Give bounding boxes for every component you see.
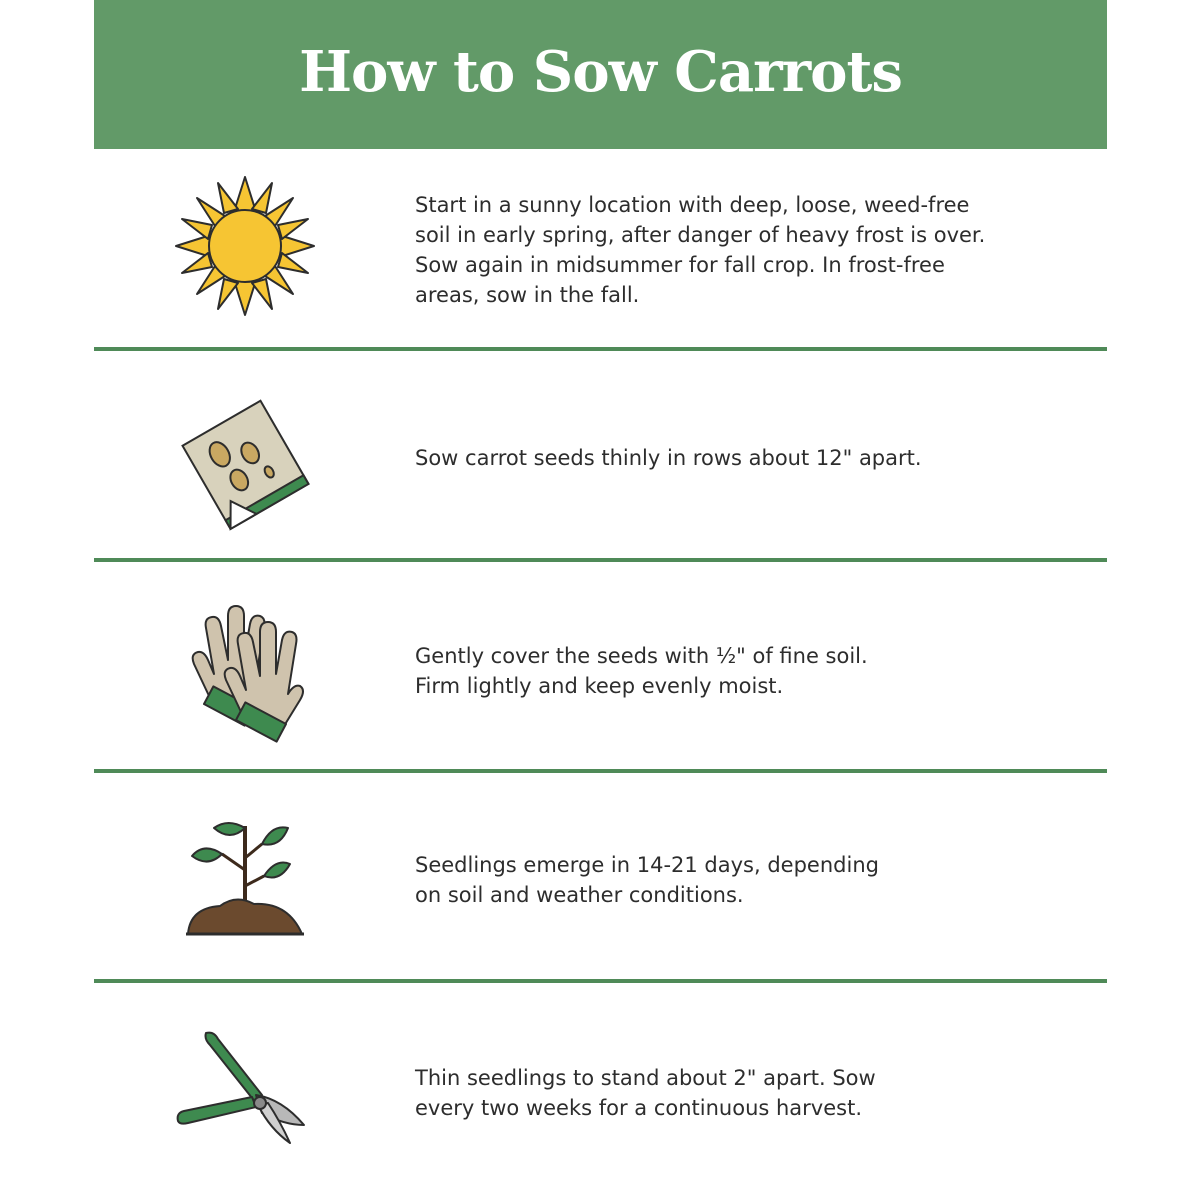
sun-icon	[170, 171, 320, 321]
page-title: How to Sow Carrots	[299, 38, 902, 105]
step-3-text: Gently cover the seeds with ½" of fine soil. Firm lightly and keep evenly moist.	[415, 644, 868, 698]
step-2	[94, 351, 1107, 558]
step-4	[94, 773, 1107, 979]
step-4-text: Seedlings emerge in 14-21 days, depending on soil and weather conditions.	[415, 853, 879, 907]
step-2-text: Sow carrot seeds thinly in rows about 12" apart.	[415, 446, 922, 470]
gardening-gloves-icon	[170, 598, 320, 748]
step-3	[94, 562, 1107, 769]
seedling-icon	[170, 810, 320, 960]
step-1	[94, 149, 1107, 348]
header-banner	[94, 0, 1107, 149]
step-1-text: Start in a sunny location with deep, loose, weed-free soil in early spring, after danger of heavy frost is over. Sow again in midsummer for fall crop. In frost-free areas, sow in the fall.	[415, 193, 986, 307]
step-5	[94, 983, 1107, 1200]
step-5-text: Thin seedlings to stand about 2" apart. Sow every two weeks for a continuous harvest.	[415, 1066, 876, 1120]
pruning-shears-icon	[170, 1025, 320, 1175]
seed-packet-icon	[170, 389, 320, 539]
